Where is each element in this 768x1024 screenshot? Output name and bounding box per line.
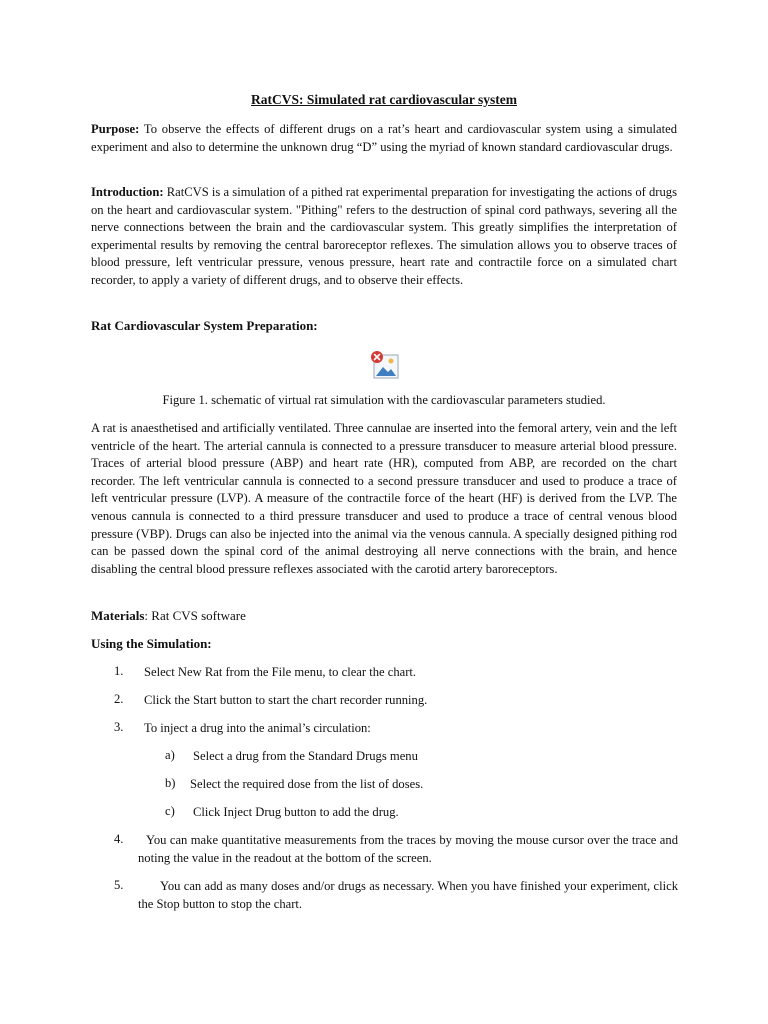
- step-number: 2.: [114, 692, 124, 706]
- figure-caption: Figure 1. schematic of virtual rat simulation with the cardiovascular parameters studied.: [162, 393, 606, 407]
- preparation-heading: Rat Cardiovascular System Preparation:: [91, 318, 318, 333]
- substep-letter: a): [165, 748, 175, 762]
- substep-text: Select a drug from the Standard Drugs menu: [193, 749, 418, 763]
- step-number: 1.: [114, 664, 124, 678]
- step-text: To inject a drug into the animal’s circulation:: [144, 721, 371, 735]
- introduction-label: Introduction:: [91, 185, 164, 199]
- materials-text: : Rat CVS software: [144, 608, 246, 623]
- substep-text: Select the required dose from the list of doses.: [190, 777, 424, 791]
- preparation-paragraph: A rat is anaesthetised and artificially ventilated. Three cannulae are inserted into the femoral artery, vein and the left ventricle of the heart. The arterial cannula is connected to a pressure transducer to measure arterial blood pressure. Traces of arterial blood pressure (ABP) and heart rate (HR), computed from ABP, are recorded on the chart recorder. The left ventricular cannula is connected to a second pressure transducer and used to produce a trace of left ventricular pressure (LVP). A measure of the contractile force of the heart (HF) is derived from the LVP. The venous cannula is connected to a third pressure transducer and used to produce a trace of central venous blood pressure (VBP). Drugs can also be injected into the animal via the venous cannula. A specially designed pithing rod can be passed down the spinal cord of the animal destroying all nerve connections with the brain, and hence disabling the central blood pressure reflexes associated with the carotid artery baroreceptors.: [91, 421, 677, 576]
- substep-letter: c): [165, 804, 175, 818]
- broken-image-icon: [370, 350, 400, 380]
- introduction-paragraph: [91, 184, 677, 290]
- introduction-text: RatCVS is a simulation of a pithed rat experimental preparation for investigating the actions of drugs on the heart and cardiovascular system. "Pithing" refers to the destruction of spinal cord pathways, severing all the nerve connections between the brain and the cardiovascular system. This greatly simplifies the interpretation of experimental results by removing the central baroreceptor reflexes. The simulation allows you to observe traces of blood pressure, left ventricular pressure, venous pressure, heart rate and contractile force on a simulated chart recorder, to apply a variety of different drugs, and to observe their effects.: [91, 185, 677, 287]
- document-title: RatCVS: Simulated rat cardiovascular system: [251, 92, 517, 107]
- step-number: 3.: [114, 720, 124, 734]
- step-number: 5.: [114, 878, 124, 892]
- step-text: You can add as many doses and/or drugs as necessary. When you have finished your experiment, click the Stop button to stop the chart.: [138, 879, 678, 911]
- materials-line: [91, 608, 246, 624]
- purpose-paragraph: [91, 121, 677, 156]
- substep-text: Click Inject Drug button to add the drug.: [193, 805, 399, 819]
- using-heading: Using the Simulation:: [91, 636, 212, 651]
- step-text: You can make quantitative measurements from the traces by moving the mouse cursor over the trace and noting the value in the readout at the bottom of the screen.: [138, 833, 678, 865]
- step-number: 4.: [114, 832, 124, 846]
- purpose-text: To observe the effects of different drugs on a rat’s heart and cardiovascular system using a simulated experiment and also to determine the unknown drug “D” using the myriad of known standard cardiovascular drugs.: [91, 122, 678, 154]
- purpose-label: Purpose:: [91, 122, 140, 136]
- step-text: Click the Start button to start the chart recorder running.: [144, 693, 428, 707]
- materials-label: Materials: [91, 608, 145, 623]
- step-text: Select New Rat from the File menu, to clear the chart.: [144, 665, 417, 679]
- substep-letter: b): [165, 776, 176, 790]
